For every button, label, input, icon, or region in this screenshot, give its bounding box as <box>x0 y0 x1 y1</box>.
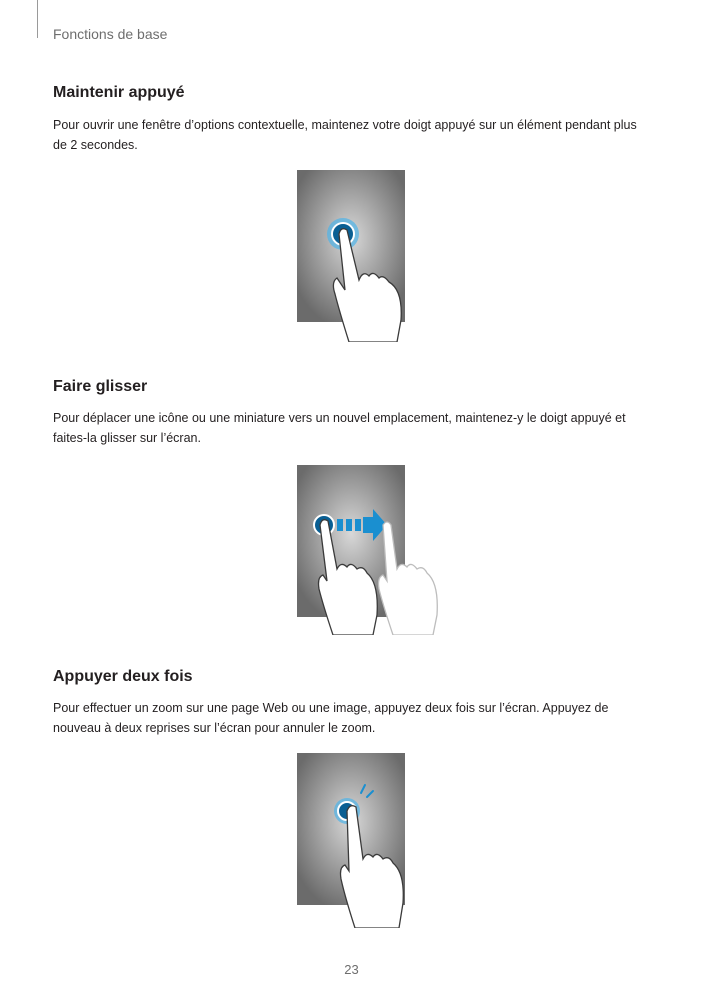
hand-ghost-icon <box>379 522 438 635</box>
drag-illustration <box>297 465 445 635</box>
section-text-drag: Pour déplacer une icône ou une miniature vers un nouvel emplacement, maintenez-y le doigt appuyé et faites-la glisser sur l’écran. <box>53 411 626 445</box>
section-title-double-tap: Appuyer deux fois <box>53 668 193 685</box>
long-press-illustration <box>297 170 407 342</box>
page-number: 23 <box>344 962 359 977</box>
header-title: Fonctions de base <box>53 26 168 42</box>
section-text-long-press: Pour ouvrir une fenêtre d’options contextuelle, maintenez votre doigt appuyé sur un élément pendant plus de 2 secondes. <box>53 118 637 152</box>
header-rule <box>37 0 38 38</box>
section-title-drag: Faire glisser <box>53 378 148 395</box>
section-title-long-press: Maintenir appuyé <box>53 84 185 101</box>
section-text-double-tap: Pour effectuer un zoom sur une page Web ou une image, appuyez deux fois sur l’écran. Appuyez de nouveau à deux reprises sur l’écran pour annuler le zoom. <box>53 701 609 735</box>
double-tap-illustration <box>297 753 419 928</box>
